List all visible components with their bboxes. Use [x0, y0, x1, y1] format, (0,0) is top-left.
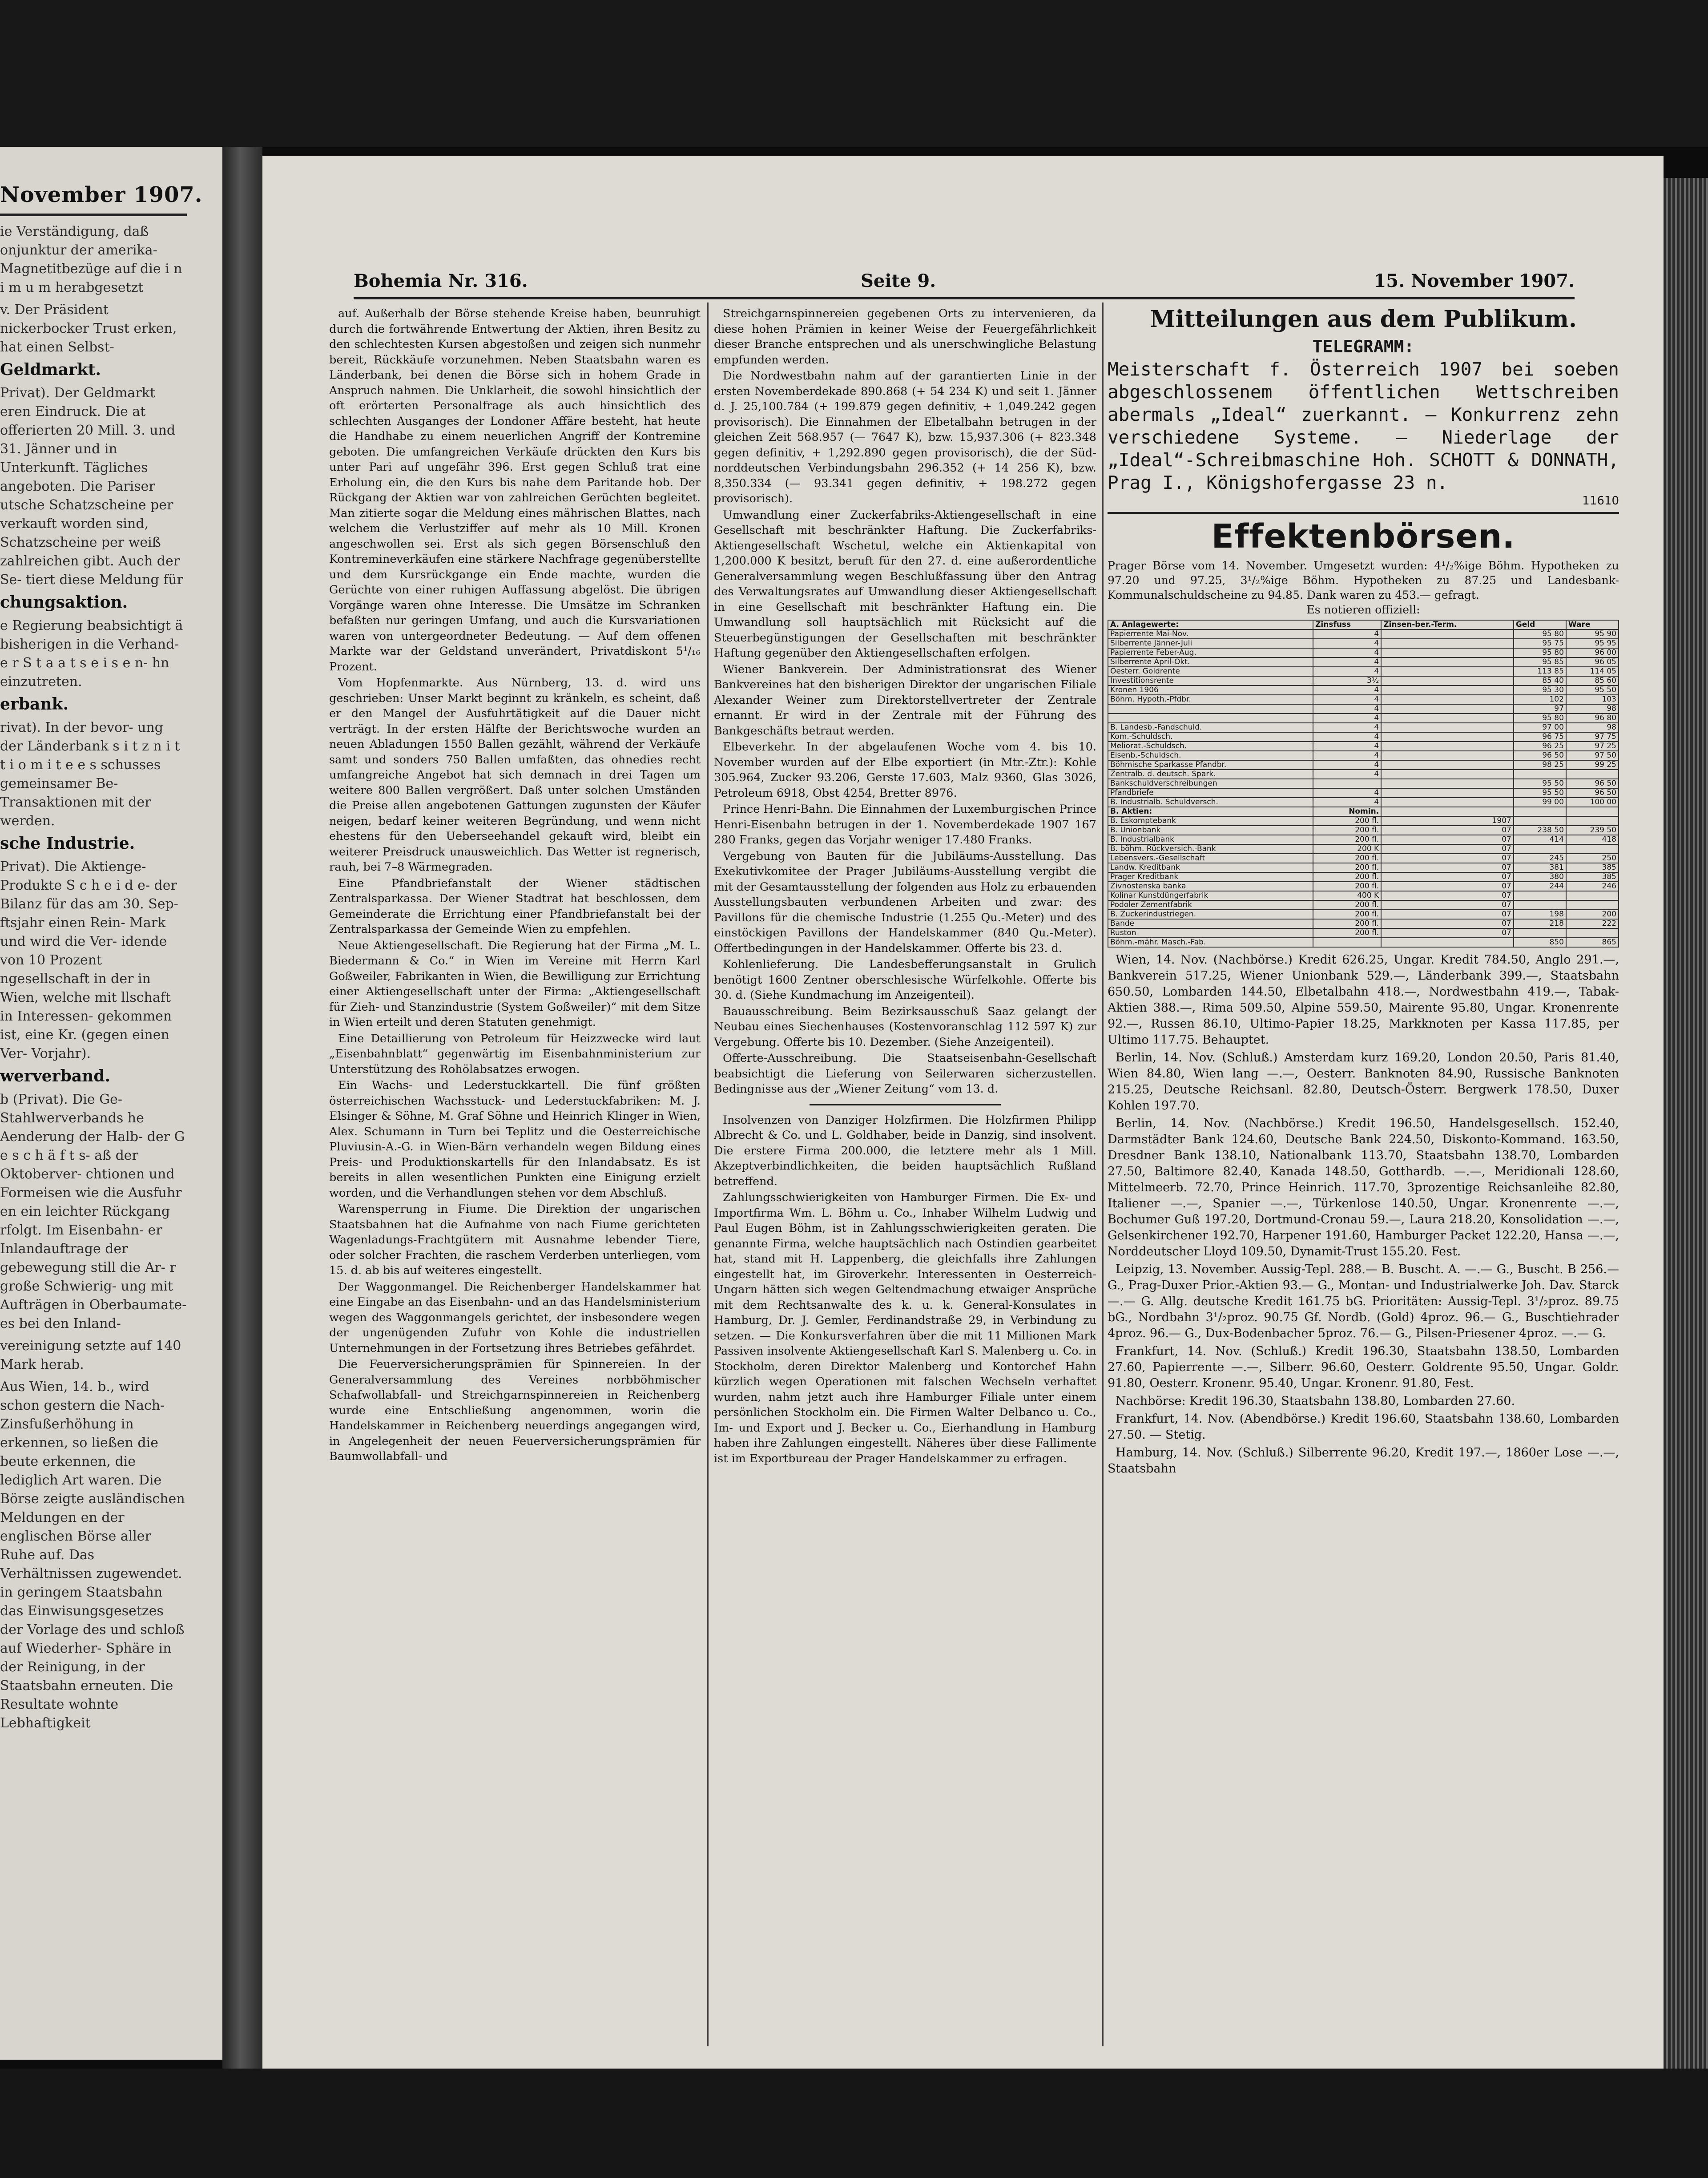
table-row: [1108, 639, 1619, 648]
table-cell: 99 00: [1514, 798, 1566, 807]
table-cell: 245: [1514, 854, 1566, 863]
table-row: [1108, 872, 1619, 882]
left-block: ie Verständigung, daß onjunktur der amerika- Magnetitbezüge auf die i n i m u m herabgesetzt: [0, 224, 182, 295]
table-cell: 200 K: [1313, 844, 1381, 854]
table-cell: 222: [1566, 919, 1619, 928]
bourse-report: Berlin, 14. Nov. (Nachbörse.) Kredit 196.50, Handelsgesellsch. 152.40, Darmstädter Bank 124.60, Deutsche Bank 224.50, Diskonto-Kommand. 163.50, Dresdner Bank 138.10, Nationalbank 113.70, Staatsbahn 138.70, Lombarden 27.50, Baltimore 82.40, Kanada 148.50, Gotthardb. —.—, Meridionali 128.60, Mittelmeerb. 72.70, Prince Heinrich. 117.70, 3prozentige Reichsanleihe 82.80, Italiener —.—, Spanier —.—, Türkenlose 140.50, Ungar. Kronenrente —.—, Bochumer Guß 197.20, Dortmund-Cronau 59.—, Laura 218.20, Konsolidation —.—, Gelsenkirchener 192.70, Harpener 191.60, Hamburger Packet 122.20, Hansa —.—, Norddeutscher Lloyd 109.50, Dynamit-Trust 155.20. Fest.: [1108, 1117, 1619, 1258]
table-cell: [1381, 639, 1514, 648]
table-cell: [1566, 807, 1619, 816]
table-cell: Kronen 1906: [1108, 686, 1313, 695]
issue-date: 15. November 1907.: [1374, 270, 1575, 291]
bourse-report: Wien, 14. Nov. (Nachbörse.) Kredit 626.25, Ungar. Kredit 784.50, Anglo 291.—, Bankverein 517.25, Wiener Unionbank 529.—, Länderbank 399.—, Staatsbahn 650.50, Lombarden 144.50, Elbetalbahn 418.—, Nordwestbahn 419.—, Tabak-Aktien 388.—, Rima 509.50, Alpine 559.50, Mairente 95.80, Ungar. Kronenrente 92.—, Russen 86.10, Ultimo-Papier 18.25, Markknoten per Kassa 117.85, per Ultimo 117.75. Behauptet.: [1108, 953, 1619, 1047]
table-cell: 07: [1381, 882, 1514, 891]
table-row: [1108, 854, 1619, 863]
table-cell: 95 50: [1514, 788, 1566, 798]
table-cell: [1313, 779, 1381, 788]
table-cell: 4: [1313, 667, 1381, 676]
table-cell: 97 75: [1566, 732, 1619, 742]
table-cell: 238 50: [1514, 826, 1566, 835]
col-header: Zinsfuss: [1313, 620, 1381, 629]
table-cell: 850: [1514, 938, 1566, 947]
article: Eine Pfandbriefanstalt der Wiener städtischen Zentralsparkassa. Der Wiener Stadtrat hat beschlossen, dem Gemeinderate die Errichtung einer Pfandbriefanstalt bei der Zentralsparkassa der Gemeinde Wien zu empfehlen.: [329, 876, 701, 936]
article: Insolvenzen von Danziger Holzfirmen. Die Holzfirmen Philipp Albrecht & Co. und L. Goldhaber, beide in Danzig, sind insolvent. Die erstere Firma 200.000, die letztere mehr als 1 Mill. Akzeptverbindlichkeiten, die beiden hauptsächlich Rußland betreffend.: [714, 1113, 1096, 1188]
table-cell: 95 30: [1514, 686, 1566, 695]
telegramm-head: TELEGRAMM:: [1312, 337, 1414, 356]
column-separator: [1102, 302, 1104, 2046]
table-cell: [1381, 704, 1514, 714]
article: Vom Hopfenmarkte. Aus Nürnberg, 13. d. wird uns geschrieben: Unser Markt beginnt zu kränkeln, es scheint, daß er den Mangel der Ausfuhrtätigkeit auf die Dauer nicht verträgt. In der ersten Hälfte der Berichtswoche wurden an neuen Abladungen 1550 Ballen gezählt, während der Verkäufe samt und sonders 750 Ballen umfaßten, das ohnedies recht umfangreiche Angebot hat sich demnach in drei Tagen um weitere 800 Ballen vergrößert. Daß unter solchen Umständen die Preise allen angebotenen Gattungen zugunsten der Käufer neigen, bedarf keiner weiteren Begründung, und wenn nicht ehestens für den Ueberseehandel gekauft wird, bleibt ein weiterer Preisdruck unausweichlich. Das Wetter ist regnerisch, rauh, bei 7–8 Wärmegraden.: [329, 676, 701, 874]
table-row: [1108, 788, 1619, 798]
table-cell: 07: [1381, 928, 1514, 938]
article: auf. Außerhalb der Börse stehende Kreise haben, beunruhigt durch die fortwährende Entwertung der Aktien, ihren Besitz zu den schlechtesten Kursen abgestoßen und zeigen sich nunmehr bereit, Rückkäufe vorzunehmen. Neben Staatsbahn waren es Länderbank, bei denen die Börse sich in hohem Grade in Anspruch nahmen. Die Unklarheit, die sowohl hinsichtlich der oft erörterten Personalfrage als auch hinsichtlich des schlechten Ausganges der Londoner Affäre besteht, hat heute die Handhabe zu einem neuerlichen Angriff der Kontremine geboten. Die umfangreichen Verkäufe drückten den Kurs bis unter Pari auf ungefähr 396. Erst gegen Schluß trat eine Erholung ein, die den Kurs bis nahe dem Paritande hob. Der Rückgang der Aktien war von zahlreichen Gerüchten begleitet. Man zitierte sogar die Meldung eines mährischen Blattes, nach welchem die Verlustziffer auf mehr als 10 Mill. Kronen angeschwollen sei. Erst als sich gegen Börsenschluß den Kontremineverkäufen eine stärkere Nachfrage gegenüberstellte und dem Kursrückgange ein Ende machte, wurden die Gerüchte von einer ruhigen Auffassung abgelöst. Die übrigen Vorgänge waren ohne Interesse. Die Umsätze im Schranken befaßten nur geringen Umfang, und auch die Kursvariationen waren von untergeordneter Bedeutung. — Auf dem offenen Markte war der Geldstand unverändert, Privatdiskont 5¹/₁₆ Prozent.: [329, 307, 701, 674]
table-cell: 246: [1566, 882, 1619, 891]
table-cell: Kolinar Kunstdüngerfabrik: [1108, 891, 1313, 900]
table-cell: 95 50: [1566, 686, 1619, 695]
table-cell: 4: [1313, 798, 1381, 807]
table-cell: 07: [1381, 854, 1514, 863]
table-cell: 4: [1313, 686, 1381, 695]
table-cell: [1381, 648, 1514, 657]
table-cell: 4: [1313, 732, 1381, 742]
article: Die Feuerversicherungsprämien für Spinnereien. In der Generalversammlung des Vereines norbböhmischer Schafwollabfall- und Streichgarnspinnereien in Reichenberg wurde eine Entschließung angenommen, worin die Handelskammer in Reichenberg neuerdings angegangen wird, in Angelegenheit der neuen Feuerversicherungsprämien für Baumwollabfall- und: [329, 1358, 701, 1463]
table-cell: Oesterr. Goldrente: [1108, 667, 1313, 676]
table-cell: Eisenb.-Schuldsch.: [1108, 751, 1313, 760]
table-cell: [1514, 928, 1566, 938]
table-cell: 103: [1566, 695, 1619, 704]
table-cell: 200 fl.: [1313, 919, 1381, 928]
book-gutter: [222, 147, 262, 2113]
table-cell: 4: [1313, 788, 1381, 798]
table-cell: [1381, 770, 1514, 779]
table-cell: Böhmische Sparkasse Pfandbr.: [1108, 760, 1313, 770]
table-cell: 200 fl.: [1313, 826, 1381, 835]
table-cell: 07: [1381, 872, 1514, 882]
table-cell: 200 fl.: [1313, 816, 1381, 826]
table-row: [1108, 742, 1619, 751]
bourse-report: Hamburg, 14. Nov. (Schluß.) Silberrente 96.20, Kredit 197.—, 1860er Lose —.—, Staatsbahn: [1108, 1446, 1619, 1476]
table-cell: [1108, 704, 1313, 714]
page-number: Seite 9.: [861, 270, 936, 291]
table-cell: Silberrente April-Okt.: [1108, 657, 1313, 667]
table-cell: 95 80: [1514, 714, 1566, 723]
table-row: [1108, 779, 1619, 788]
table-row: [1108, 629, 1619, 639]
bourse-report: Berlin, 14. Nov. (Schluß.) Amsterdam kurz 169.20, London 20.50, Paris 81.40, Wien 84.80, Wien lang —.—, Oesterr. Banknoten 84.90, Russische Banknoten 215.25, Deutsche Reichsanl. 82.80, Deutsch-Österr. Bergwerk 178.50, Duxer Kohlen 197.70.: [1108, 1051, 1619, 1113]
table-cell: Landw. Kreditbank: [1108, 863, 1313, 872]
table-cell: 96 00: [1566, 648, 1619, 657]
table-cell: B. Industrialbank: [1108, 835, 1313, 844]
table-row: [1108, 882, 1619, 891]
table-cell: [1566, 770, 1619, 779]
bourse-report: Nachbörse: Kredit 196.30, Staatsbahn 138.80, Lombarden 27.60.: [1116, 1394, 1515, 1408]
table-cell: 200 fl.: [1313, 928, 1381, 938]
section-divider: [810, 1104, 1001, 1105]
table-cell: 96 50: [1514, 751, 1566, 760]
table-cell: 95 85: [1514, 657, 1566, 667]
col-header: Zinsen-ber.-Term.: [1381, 620, 1514, 629]
table-cell: 244: [1514, 882, 1566, 891]
table-cell: [1381, 807, 1514, 816]
table-cell: 95 90: [1566, 629, 1619, 639]
quotation-table: [1108, 620, 1619, 948]
table-row: [1108, 648, 1619, 657]
table-cell: [1566, 844, 1619, 854]
table-cell: [1381, 629, 1514, 639]
left-block: v. Der Präsident nickerbocker Trust erken, hat einen Selbst-: [0, 302, 177, 355]
table-cell: 400 K: [1313, 891, 1381, 900]
left-block: Aus Wien, 14. b., wird schon gestern die Nach- Zinsfußerhöhung in erkennen, so ließen die beute erkennen, die lediglich Art waren. Die Börse zeigte ausländischen Meldungen en der englischen Börse aller Ruhe auf. Das Verhältnissen zugewendet. in geringem Staatsbahn das Einwisungsgesetzes der Vorlage des und schloß auf Wiederher- Sphäre in der Reinigung, in der Staatsbahn erneuten. Die Resultate wohnte Lebhaftigkeit: [0, 1379, 185, 1731]
table-cell: Zivnostenska banka: [1108, 882, 1313, 891]
table-cell: B. Zuckerindustriegen.: [1108, 910, 1313, 919]
left-heading: Geldmarkt.: [0, 360, 101, 379]
table-cell: [1381, 667, 1514, 676]
table-cell: Pfandbriefe: [1108, 788, 1313, 798]
table-row: [1108, 826, 1619, 835]
table-row: [1108, 919, 1619, 928]
table-cell: [1381, 676, 1514, 686]
table-cell: 96 75: [1514, 732, 1566, 742]
col-header: Geld: [1514, 620, 1566, 629]
bourse-report: Frankfurt, 14. Nov. (Schluß.) Kredit 196.30, Staatsbahn 138.50, Lombarden 27.60, Papierrente —.—, Silberr. 96.60, Oesterr. Goldrente 95.50, Ungar. Goldr. 91.80, Oesterr. Kronenr. 95.40, Ungar. Kronenr. 91.80, Fest.: [1108, 1344, 1619, 1390]
table-cell: 113 85: [1514, 667, 1566, 676]
table-cell: 98 25: [1514, 760, 1566, 770]
table-cell: 198: [1514, 910, 1566, 919]
table-cell: 96 80: [1566, 714, 1619, 723]
left-block: vereinigung setzte auf 140 Mark herab.: [0, 1338, 181, 1372]
table-cell: 97 50: [1566, 751, 1619, 760]
left-block: Privat). Der Geldmarkt eren Eindruck. Die at offerierten 20 Mill. 3. und 31. Jänner und in Unterkunft. Tägliches angeboten. Die Pariser utsche Schatzscheine per verkauft worden sind, Schatzscheine per weiß zahlreichen gibt. Auch der Se- tiert diese Meldung für: [0, 385, 183, 588]
table-cell: 07: [1381, 891, 1514, 900]
table-cell: 100 00: [1566, 798, 1619, 807]
left-heading: erbank.: [0, 695, 69, 714]
left-page-date: November 1907.: [0, 182, 203, 207]
table-row: [1108, 704, 1619, 714]
table-cell: 200 fl.: [1313, 835, 1381, 844]
table-cell: Bankschuldverschreibungen: [1108, 779, 1313, 788]
table-row: [1108, 844, 1619, 854]
table-row: [1108, 938, 1619, 947]
table-cell: 200 fl.: [1313, 900, 1381, 910]
left-block: b (Privat). Die Ge- Stahlwerverbands he Aenderung der Halb- der G e s c h ä f t s- aß der Oktoberver- chtionen und Formeisen wie die Ausfuhr en ein leichter Rückgang rfolgt. Im Eisenbahn- er Inlandauftrage der gebewegung still die Ar- r große Schwierig- ung mit Aufträgen in Oberbaumate- es bei den Inland-: [0, 1092, 187, 1331]
table-cell: Papierrente Mai-Nov.: [1108, 629, 1313, 639]
article: Ein Wachs- und Lederstuckkartell. Die fünf größten österreichischen Wachsstuck- und Lederstuckfabriken: M. J. Elsinger & Söhne, M. Graf Söhne und Heinrich Klinger in Wien, Alex. Schumann in Turn bei Teplitz und die Oesterreichische Pluviusin-A.-G. in Wien-Bärn verhandeln wegen Bildung eines Preis- und Produktionskartells für den Inlandabsatz. Es ist bereits in allen wesentlichen Punkten eine Einigung erzielt worden, und die Verhandlungen stehen vor dem Abschluß.: [329, 1079, 701, 1200]
table-cell: 07: [1381, 835, 1514, 844]
table-row: [1108, 770, 1619, 779]
left-block: Privat). Die Aktienge- Produkte S c h e i d e- der Bilanz für das am 30. Sep- ftsjahr einen Rein- Mark und wird die Ver- idende von 10 Prozent ngesellschaft in der in Wien, welche mit llschaft in Interessen- gekommen ist, eine Kr. (gegen einen Ver- Vorjahr).: [0, 859, 178, 1061]
column-2: [714, 306, 1096, 1467]
notieren-label: Es notieren offiziell:: [1306, 603, 1420, 616]
table-row: [1108, 891, 1619, 900]
table-cell: B. Eskomptebank: [1108, 816, 1313, 826]
table-cell: B. Aktien:: [1108, 807, 1313, 816]
table-row: [1108, 667, 1619, 676]
table-cell: Meliorat.-Schuldsch.: [1108, 742, 1313, 751]
article: Kohlenlieferung. Die Landesbefferungsanstalt in Grulich benötigt 1600 Zentner oberschlesische Würfelkohle. Offerte bis 30. d. (Siehe Kundmachung im Anzeigenteil).: [714, 958, 1096, 1002]
column-3: [1108, 306, 1619, 1479]
table-cell: Prager Kreditbank: [1108, 872, 1313, 882]
table-cell: 4: [1313, 723, 1381, 732]
table-cell: [1381, 798, 1514, 807]
table-cell: 07: [1381, 844, 1514, 854]
table-cell: Böhm.-mähr. Masch.-Fab.: [1108, 938, 1313, 947]
table-cell: 239 50: [1566, 826, 1619, 835]
table-cell: 98: [1566, 723, 1619, 732]
table-row: [1108, 714, 1619, 723]
telegramm-advertisement: [1108, 335, 1619, 508]
table-cell: 85 40: [1514, 676, 1566, 686]
table-cell: 865: [1566, 938, 1619, 947]
table-cell: 114 05: [1566, 667, 1619, 676]
table-cell: 200 fl.: [1313, 872, 1381, 882]
table-cell: 385: [1566, 872, 1619, 882]
table-cell: Investitionsrente: [1108, 676, 1313, 686]
table-cell: 95 75: [1514, 639, 1566, 648]
table-cell: 200 fl.: [1313, 882, 1381, 891]
boersenberichte: [1108, 952, 1619, 1477]
left-heading: werverband.: [0, 1067, 111, 1085]
table-row: [1108, 928, 1619, 938]
table-cell: [1381, 751, 1514, 760]
effektenboersen-heading: Effektenbörsen.: [1211, 517, 1515, 556]
table-cell: 1907: [1381, 816, 1514, 826]
table-cell: Ruston: [1108, 928, 1313, 938]
table-cell: 96 50: [1566, 779, 1619, 788]
left-block: e Regierung beabsichtigt ä bisherigen in die Verhand- e r S t a a t s e i s e n- hn einzutreten.: [0, 618, 183, 690]
table-cell: 07: [1381, 900, 1514, 910]
table-cell: [1514, 770, 1566, 779]
table-cell: 200 fl.: [1313, 854, 1381, 863]
article: Wiener Bankverein. Der Administrationsrat des Wiener Bankvereines hat den bisherigen Direktor der ungarischen Filiale Alexander Weiner zum Direktorstellvertreter der Zentrale ernannt. Er wird in der Zentrale mit der Führung des Bankgeschäfts betraut werden.: [714, 662, 1096, 738]
table-cell: Lebensvers.-Gesellschaft: [1108, 854, 1313, 863]
table-cell: B. böhm. Rückversich.-Bank: [1108, 844, 1313, 854]
table-cell: 4: [1313, 629, 1381, 639]
table-cell: [1514, 807, 1566, 816]
column-separator: [707, 302, 709, 2046]
table-cell: 4: [1313, 770, 1381, 779]
table-cell: 85 60: [1566, 676, 1619, 686]
table-cell: 4: [1313, 648, 1381, 657]
article: Die Nordwestbahn nahm auf der garantierten Linie in der ersten Novemberdekade 890.868 (+ 54 234 K) und seit 1. Jänner d. J. 25,100.784 (+ 199.879 gegen definitiv, + 1,049.242 gegen provisorisch). Die Einnahmen der Elbetalbahn betrugen in der gleichen Zeit 568.957 (— 7647 K), bzw. 15,937.306 (+ 823.348 gegen definitiv, + 1,292.890 gegen provisorisch), die der Süd-norddeutschen Verbindungsbahn 296.352 (+ 14 256 K), bzw. 8,350.334 (— 93.341 gegen definitiv, + 198.272 gegen provisorisch).: [714, 369, 1096, 505]
table-cell: 4: [1313, 742, 1381, 751]
table-cell: [1514, 891, 1566, 900]
table-row: [1108, 676, 1619, 686]
table-row: [1108, 732, 1619, 742]
table-cell: B. Landesb.-Fandschuld.: [1108, 723, 1313, 732]
table-cell: 102: [1514, 695, 1566, 704]
table-cell: 218: [1514, 919, 1566, 928]
table-cell: 97: [1514, 704, 1566, 714]
table-cell: Kom.-Schuldsch.: [1108, 732, 1313, 742]
table-cell: 381: [1514, 863, 1566, 872]
page-header: [354, 270, 1575, 297]
table-row: [1108, 835, 1619, 844]
table-cell: [1514, 844, 1566, 854]
table-cell: [1514, 900, 1566, 910]
table-row: [1108, 751, 1619, 760]
table-row: [1108, 863, 1619, 872]
table-cell: [1381, 657, 1514, 667]
table-cell: 380: [1514, 872, 1566, 882]
table-cell: 4: [1313, 704, 1381, 714]
table-cell: 4: [1313, 714, 1381, 723]
table-cell: 4: [1313, 639, 1381, 648]
table-row: [1108, 695, 1619, 704]
article: Streichgarnspinnereien gegebenen Orts zu intervenieren, da diese hohen Prämien in keiner Weise der Feuergefährlichkeit dieser Branche entsprechen und als unerschwingliche Belastung empfunden werden.: [714, 307, 1096, 367]
table-cell: 3½: [1313, 676, 1381, 686]
table-row: [1108, 760, 1619, 770]
prager-boerse-intro: Prager Börse vom 14. November. Umgesetzt wurden: 4¹/₂%ige Böhm. Hypotheken zu 97.20 und 97.25, 3¹/₂%ige Böhm. Hypotheken zu 87.25 und Landesbank-Kommunalschuldscheine zu 94.85. Dank waren zu 453.— gefragt.: [1108, 559, 1619, 601]
article: Eine Detaillierung von Petroleum für Heizzwecke wird laut „Eisenbahnblatt“ gegenwärtig im Eisenbahnministerium zur Unterstützung des Rohölabsatzes erwogen.: [329, 1032, 701, 1076]
mitteilungen-heading: Mitteilungen aus dem Publikum.: [1149, 306, 1577, 333]
table-cell: 07: [1381, 919, 1514, 928]
bourse-report: Leipzig, 13. November. Aussig-Tepl. 288.— B. Buscht. A. —.— G., Buscht. B 256.— G., Prag-Duxer Prior.-Aktien 93.— G., Montan- und Industrialwerke Joh. Dav. Starck —.— G. Allg. deutsche Kredit 161.75 bG. Prioritäten: Aussig-Tepl. 3¹/₂proz. 89.75 bG., Nordbahn 3¹/₂proz. 90.75 Gf. Nordb. (Gold) 4proz. 96.— G., Buschtiehrader 4proz. 96.— G., Dux-Bodenbacher 5proz. 76.— G., Pilsen-Priesener 4proz. —.— G.: [1108, 1262, 1619, 1340]
table-cell: 200: [1566, 910, 1619, 919]
table-cell: [1381, 714, 1514, 723]
newspaper-page: [262, 156, 1664, 2069]
scanner-backdrop-top: [0, 0, 1708, 147]
article: Umwandlung einer Zuckerfabriks-Aktiengesellschaft in eine Gesellschaft mit beschränkter Haftung. Die Zuckerfabriks-Aktiengesellschaft Wschetul, welche ein Aktienkapital von 1,200.000 K besitzt, beruft für den 27. d. eine außerordentliche Generalversammlung wegen Beschlußfassung über den Antrag des Verwaltungsrates auf Umwandlung dieser Aktiengesellschaft in eine Gesellschaft mit beschränkter Haftung ein. Die Umwandlung soll hauptsächlich mit Rücksicht auf die Steuerbegünstigungen der Gesellschaften mit beschränkter Haftung gegenüber den Aktiengesellschaften erfolgen.: [714, 508, 1096, 660]
bourse-report: Frankfurt, 14. Nov. (Abendbörse.) Kredit 196.60, Staatsbahn 138.60, Lombarden 27.50. — Stetig.: [1108, 1412, 1619, 1442]
table-cell: Papierrente Feber-Aug.: [1108, 648, 1313, 657]
table-cell: 95 80: [1514, 629, 1566, 639]
article: Prince Henri-Bahn. Die Einnahmen der Luxemburgischen Prince Henri-Eisenbahn betrugen in der 1. Novemberdekade 1907 167 280 Franks, gegen das Vorjahr weniger 17.480 Franks.: [714, 803, 1096, 847]
table-cell: 200 fl.: [1313, 910, 1381, 919]
scanner-backdrop-bottom: [0, 2069, 1708, 2178]
table-cell: 414: [1514, 835, 1566, 844]
book-page-edges: [1664, 178, 1708, 2069]
table-cell: 200 fl.: [1313, 863, 1381, 872]
header-rule: [354, 297, 1575, 299]
table-cell: [1381, 723, 1514, 732]
table-cell: 4: [1313, 760, 1381, 770]
table-cell: [1381, 938, 1514, 947]
table-cell: Podoler Zementfabrik: [1108, 900, 1313, 910]
table-cell: [1313, 938, 1381, 947]
table-cell: Zentralb. d. deutsch. Spark.: [1108, 770, 1313, 779]
article: Bauausschreibung. Beim Bezirksausschuß Saaz gelangt der Neubau eines Siechenhauses (Kostenvoranschlag 112 597 K) zur Vergebung. Offerte bis 10. Dezember. (Siehe Anzeigenteil).: [714, 1004, 1096, 1049]
table-cell: [1566, 816, 1619, 826]
table-cell: B. Unionbank: [1108, 826, 1313, 835]
table-cell: 4: [1313, 657, 1381, 667]
table-cell: 95 50: [1514, 779, 1566, 788]
table-cell: Böhm. Hypoth.-Pfdbr.: [1108, 695, 1313, 704]
table-cell: [1381, 695, 1514, 704]
table-cell: [1566, 928, 1619, 938]
article: Zahlungsschwierigkeiten von Hamburger Firmen. Die Ex- und Importfirma Wm. L. Böhm u. Co., Inhaber Wilhelm Ludwig und Paul Eugen Böhm, ist in Zahlungsschwierigkeiten geraten. Die genannte Firma, welche hauptsächlich nach Ostindien gearbeitet hat, stand mit H. Lappenberg, die gleichfalls ihre Zahlungen eingestellt hat, im Giroverkehr. Interessenten in Oesterreich-Ungarn hätten sich wegen Geltendmachung etwaiger Ansprüche mit dem Rechtsanwalte des k. u. k. General-Konsulates in Hamburg, Dr. J. Gemler, Ferdinandstraße 29, in Verbindung zu setzen. — Die Konkursverfahren über die mit 11 Millionen Mark Passiven insolvente Aktiengesellschaft Karl S. Malenberg u. Co. in Stockholm, deren Direktor Malenberg und Kontorchef Hahn kürzlich wegen Operationen mit falschen Wechseln verhaftet wurden, nahm jetzt auch ihre Hamburger Filiale unter einem persönlichen Stockholm ein. Die Firmen Walter Delbanco u. Co., Im- und Export und J. Becker u. Co., Eierhandlung in Hamburg haben ihre Zahlungen eingestellt. Näheres über diese Fallimente ist im Exportbureau der Prager Handelskammer zu erfragen.: [714, 1191, 1096, 1465]
table-header-row: [1108, 620, 1619, 629]
table-cell: 4: [1313, 695, 1381, 704]
left-page-text: [0, 222, 187, 1736]
article: Neue Aktiengesellschaft. Die Regierung hat der Firma „M. L. Biedermann & Co.“ in Wien im Vereine mit Herrn Karl Goßweiler, Fabrikanten in Wien, die Bewilligung zur Errichtung einer Aktiengesellschaft unter der Firma: „Aktiengesellschaft für Zieh- und Stanzindustrie (System Goßweiler)“ mit dem Sitze in Wien erteilt und deren Statuten genehmigt.: [329, 939, 701, 1029]
table-cell: 97 25: [1566, 742, 1619, 751]
table-row: [1108, 798, 1619, 807]
table-cell: [1381, 686, 1514, 695]
table-row: [1108, 816, 1619, 826]
table-cell: 250: [1566, 854, 1619, 863]
col-header: A. Anlagewerte:: [1108, 620, 1313, 629]
table-cell: [1566, 900, 1619, 910]
table-row: [1108, 910, 1619, 919]
table-cell: 4: [1313, 751, 1381, 760]
table-cell: Nomin.: [1313, 807, 1381, 816]
table-row: [1108, 900, 1619, 910]
table-row: [1108, 686, 1619, 695]
table-cell: [1108, 714, 1313, 723]
table-cell: 95 80: [1514, 648, 1566, 657]
col-header: Ware: [1566, 620, 1619, 629]
article: Offerte-Ausschreibung. Die Staatseisenbahn-Gesellschaft beabsichtigt die Lieferung von Seilerwaren sicherzustellen. Bedingnisse aus der „Wiener Zeitung“ vom 13. d.: [714, 1052, 1096, 1096]
table-cell: 418: [1566, 835, 1619, 844]
table-cell: 07: [1381, 863, 1514, 872]
table-cell: [1381, 779, 1514, 788]
table-cell: Bande: [1108, 919, 1313, 928]
telegramm-text: Meisterschaft f. Österreich 1907 bei soeben abgeschlossenem öffentlichen Wettschreiben abermals „Ideal“ zuerkannt. — Konkurrenz zehn verschiedene Systeme. — Niederlage der „Ideal“-Schreibmaschine Hoh. SCHOTT & DONNATH, Prag I., Königshofergasse 23 n.: [1108, 359, 1619, 493]
table-cell: [1514, 816, 1566, 826]
table-row: [1108, 723, 1619, 732]
table-cell: Silberrente Jänner-Juli: [1108, 639, 1313, 648]
table-cell: 385: [1566, 863, 1619, 872]
article: Der Waggonmangel. Die Reichenberger Handelskammer hat eine Eingabe an das Eisenbahn- und an das Handelsministerium wegen des Waggonmangels gerichtet, der insbesondere wegen der ungenügenden Zufuhr von Kohle die industriellen Unternehmungen in der Fortsetzung ihres Betriebes gefährdet.: [329, 1280, 701, 1355]
table-cell: [1381, 742, 1514, 751]
table-cell: [1381, 788, 1514, 798]
column-1: [329, 306, 701, 1465]
article: Warensperrung in Fiume. Die Direktion der ungarischen Staatsbahnen hat die Aufnahme von nach Fiume gerichteten Wagenladungs-Frachtgütern mit Ausnahme lebender Tiere, oder solcher Frachten, die raschem Verderben unterliegen, vom 15. d. ab bis auf weiteres eingestellt.: [329, 1202, 701, 1277]
table-cell: [1566, 891, 1619, 900]
table-cell: 97 00: [1514, 723, 1566, 732]
article: Vergebung von Bauten für die Jubiläums-Ausstellung. Das Exekutivkomitee der Prager Jubiläums-Ausstellung vergibt die mit der Gesamtausstellung der folgenden aus Holz zu erbauenden Ausstellungsbauten verbundenen Arbeiten und zwar: des Pavillons für die chemische Industrie (1.255 Qu.-Meter) und des einstöckigen Pavillons der Handelskammer (840 Qu.-Meter). Offertbedingungen in der Handelskammer. Offerte bis 23. d.: [714, 849, 1096, 955]
table-cell: 99 25: [1566, 760, 1619, 770]
left-heading: sche Industrie.: [0, 834, 135, 853]
article: Elbeverkehr. In der abgelaufenen Woche vom 4. bis 10. November wurden auf der Elbe exportiert (in Mtr.-Ztr.): Kohle 305.964, Zucker 93.206, Gerste 17.603, Malz 9360, Glas 3026, Petroleum 6918, Obst 4254, Bretter 8976.: [714, 740, 1096, 800]
left-block: rivat). In der bevor- ung der Länderbank s i t z n i t t i o m i t e e s schusses gemeinsamer Be- Transaktionen mit der werden.: [0, 720, 180, 829]
table-cell: 07: [1381, 826, 1514, 835]
table-cell: 96 05: [1566, 657, 1619, 667]
table-row: [1108, 657, 1619, 667]
previous-page-fragment: [0, 147, 230, 2060]
table-cell: 95 95: [1566, 639, 1619, 648]
left-page-rule: [0, 214, 187, 216]
table-cell: 07: [1381, 910, 1514, 919]
table-cell: 96 50: [1566, 788, 1619, 798]
table-row: [1108, 807, 1619, 816]
issue-label: Bohemia Nr. 316.: [354, 270, 528, 291]
table-cell: 98: [1566, 704, 1619, 714]
section-rule: [1108, 512, 1619, 514]
telegramm-number: 11610: [1582, 494, 1619, 508]
left-heading: chungsaktion.: [0, 593, 128, 612]
table-cell: 96 25: [1514, 742, 1566, 751]
table-cell: B. Industrialb. Schuldversch.: [1108, 798, 1313, 807]
table-cell: [1381, 732, 1514, 742]
table-cell: [1381, 760, 1514, 770]
